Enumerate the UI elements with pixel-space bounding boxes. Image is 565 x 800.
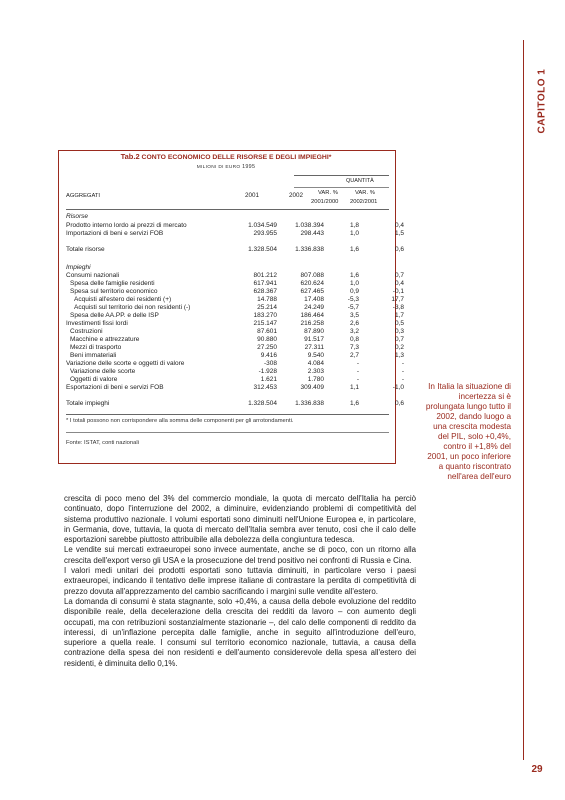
table-row [66,288,404,296]
units-text: MILIONI DI EURO [196,165,241,170]
row-label: Totale risorse [66,246,105,253]
cell-var2: 0,5 [394,320,404,327]
cell-2002: 9.540 [307,352,324,359]
cell-var1: 1,0 [349,230,359,237]
units-year: 1995 [242,164,256,170]
table-units [58,164,394,170]
cell-2001: 617.941 [253,280,277,287]
paragraph: I valori medi unitari dei prodotti esportati sono tuttavia diminuiti, in particolare verso i paesi extraeuropei, indicando il tentativo delle imprese italiane di contrastare la perdita di competitività di prezzo dovuta all'apprezzamento del cambio sacrificando i margini sulle vendite all'estero. [64,566,416,596]
margin-rule [523,40,524,760]
cell-var1: 1,6 [349,246,359,253]
margin-note: In Italia la situazione di incertezza si è prolungata lungo tutto il 2002, dando luogo a una crescita modesta del PIL, solo +0,4%, contro il +1,8% del 2001, un poco inferiore a quanto riscontrato nell'area dell'euro [425,382,511,481]
cell-var1: 1,1 [349,384,359,391]
row-label: Spesa delle famiglie residenti [70,280,155,287]
cell-2002: 4.084 [307,360,324,367]
table-title [58,152,394,161]
cell-var1: 0,8 [349,336,359,343]
cell-2001: 1.328.504 [248,400,277,407]
cell-2002: 27.311 [304,344,324,351]
row-label: Macchine e attrezzature [70,336,140,343]
cell-2002: 627.465 [300,288,324,295]
paragraph: La domanda di consumi è stata stagnante, solo +0,4%, a causa della debole evoluzione del reddito disponibile reale, della decelerazione della crescita dei redditi da lavoro – con aumento degli occupati, ma con retribuzioni sostanzialmente stazionarie –, del calo delle componenti di reddito da interessi, di un'inflazione percepita dalle famiglie, anche in seguito all'introduzione dell'euro, superiore a quella reale. I consumi sul territorio economico nazionale, tuttavia, a causa della contrazione della spesa dei non residenti e dell'aumento considerevole della spesa all'estero dei residenti, è diminuita dello 0,1%. [64,596,416,668]
row-label: Variazione delle scorte [70,368,136,375]
cell-var2: 1,5 [394,230,404,237]
table-source: Fonte: ISTAT, conti nazionali [66,440,139,446]
cell-var1: - [356,360,359,367]
header-var1-period: 2001/2000 [311,199,339,205]
table-row [66,296,404,304]
row-label: Investimenti fissi lordi [66,320,128,327]
cell-2001: 1.328.504 [248,246,277,253]
quantity-line [294,175,389,176]
table-row [66,264,396,272]
table-row [66,352,404,360]
paragraph: Le vendite sui mercati extraeuropei sono invece aumentate, anche se di poco, con un ritorno alla crescita dell'export verso gli USA e la prosecuzione del trend positivo nei confronti di Russia e Cina. [64,545,416,565]
cell-2002: 807.088 [300,272,324,279]
table-row [66,246,404,254]
cell-2002: 17.408 [304,296,324,303]
table-row [66,304,404,312]
source-rule [66,432,389,433]
cell-2001: 215.147 [253,320,277,327]
page-number: 29 [531,764,543,775]
row-label: Variazione delle scorte e oggetti di valore [66,360,185,367]
cell-2002: 309.409 [300,384,324,391]
cell-var1: -5,7 [347,304,359,311]
table-row [66,312,404,320]
quantity-header: QUANTITÀ [346,178,374,184]
row-label: Mezzi di trasporto [70,344,122,351]
cell-var2: - [401,360,404,367]
cell-2002: 216.258 [300,320,324,327]
chapter-text: CAPITOLO 1 [536,68,548,134]
cell-2001: -308 [263,360,277,367]
cell-2002: 186.464 [300,312,324,319]
cell-2002: 1.780 [307,376,324,383]
row-label: Importazioni di beni e servizi FOB [66,230,164,237]
cell-2001: 183.270 [253,312,277,319]
cell-var2: 0,2 [394,344,404,351]
cell-var2: -1,0 [392,384,404,391]
header-var2-period: 2002/2001 [350,199,378,205]
row-label: Oggetti di valore [70,376,118,383]
row-label: Risorse [66,213,89,220]
cell-2001: -1.928 [258,368,277,375]
cell-var1: 3,2 [349,328,359,335]
row-label: Spesa sul territorio economico [70,288,158,295]
row-label: Acquisti all'estero dei residenti (+) [74,296,172,303]
cell-var1: - [356,368,359,375]
row-label: Costruzioni [70,328,103,335]
cell-2001: 1.621 [260,376,277,383]
cell-var2: -3,8 [392,304,404,311]
cell-2002: 1.038.394 [295,222,324,229]
cell-2002: 298.443 [300,230,324,237]
cell-var2: 0,6 [394,400,404,407]
cell-2001: 87.601 [257,328,277,335]
cell-var2: 0,3 [394,328,404,335]
body-text [64,494,416,669]
table-row [66,384,404,392]
cell-var2: 1,7 [394,312,404,319]
row-label: Totale impieghi [66,400,110,407]
cell-var1: -5,3 [347,296,359,303]
row-label: Impieghi [66,264,91,271]
cell-var1: 3,5 [349,312,359,319]
row-label: Esportazioni di beni e servizi FOB [66,384,164,391]
table-row [66,328,404,336]
cell-var2: -0,1 [392,288,404,295]
table-footnote: * I totali possono non corrispondere alla somma delle componenti per gli arrotondamenti. [66,418,294,424]
cell-var2: 0,6 [394,246,404,253]
paragraph: crescita di poco meno del 3% del commercio mondiale, la quota di mercato dell'Italia ha perciò continuato, dopo l'interruzione del 2002, a diminuire, evidenziando problemi di competitività del sistema produttivo nazionale. I volumi esportati sono diminuiti nell'Unione Europea e, in particolare, in Germania, dove, tuttavia, la quota di mercato dell'Italia sembra aver tenuto, così che il calo delle esportazioni sarebbe piuttosto attribuibile alla debolezza della congiuntura tedesca. [64,494,416,545]
cell-var1: 1,8 [349,222,359,229]
table-row [66,360,404,368]
cell-var1: 7,3 [349,344,359,351]
table-bottom-rule [66,414,389,415]
table-title-text: CONTO ECONOMICO DELLE RISORSE E DEGLI IMPIEGHI* [141,154,332,161]
cell-2001: 9.416 [260,352,277,359]
table-row [66,368,404,376]
cell-2002: 1.336.838 [295,246,324,253]
cell-2001: 25.214 [257,304,277,311]
table-row [66,222,404,230]
cell-2002: 620.624 [300,280,324,287]
cell-2002: 91.517 [304,336,324,343]
cell-var2: 0,4 [394,280,404,287]
cell-var1: 2,7 [349,352,359,359]
table-row [66,336,404,344]
table-number: Tab.2 [120,152,140,161]
table-row [66,344,404,352]
row-label: Spesa delle AA.PP. e delle ISP [70,312,159,319]
row-label: Consumi nazionali [66,272,120,279]
cell-var2: 0,4 [394,222,404,229]
row-label: Prodotto interno lordo ai prezzi di mercato [66,222,187,229]
cell-2002: 2.303 [307,368,324,375]
cell-var2: 0,7 [394,272,404,279]
cell-var1: 0,9 [349,288,359,295]
header-var2: VAR. % [355,190,375,196]
cell-var2: - [401,368,404,375]
header-rule [66,209,389,210]
header-2001: 2001 [245,192,260,199]
cell-var2: 17,7 [391,296,404,303]
cell-2001: 14.788 [257,296,277,303]
cell-2001: 1.034.549 [248,222,277,229]
table-row [66,320,404,328]
cell-var1: 2,6 [349,320,359,327]
cell-var1: 1,0 [349,280,359,287]
cell-2001: 90.880 [257,336,277,343]
cell-var1: - [356,376,359,383]
table-row [66,400,404,408]
cell-2002: 24.249 [304,304,324,311]
quantity-subline [294,187,389,188]
cell-2002: 1.336.838 [295,400,324,407]
cell-2001: 628.367 [253,288,277,295]
cell-2001: 801.212 [253,272,277,279]
cell-2001: 27.250 [257,344,277,351]
cell-var2: - [401,376,404,383]
table-row [66,213,396,221]
cell-2002: 87.890 [304,328,324,335]
row-label: Beni immateriali [70,352,117,359]
table-row [66,280,404,288]
table-row [66,272,404,280]
table-row [66,230,404,238]
table-row [66,376,404,384]
cell-var1: 1,6 [349,272,359,279]
cell-var2: 0,7 [394,336,404,343]
cell-var1: 1,6 [349,400,359,407]
header-aggregati: AGGREGATI [66,193,101,199]
row-label: Acquisti sul territorio dei non residenti (-) [74,304,191,311]
header-2002: 2002 [289,192,304,199]
cell-2001: 293.955 [253,230,277,237]
cell-2001: 312.453 [253,384,277,391]
header-var1: VAR. % [318,190,338,196]
chapter-label [532,68,548,134]
cell-var2: 1,3 [394,352,404,359]
